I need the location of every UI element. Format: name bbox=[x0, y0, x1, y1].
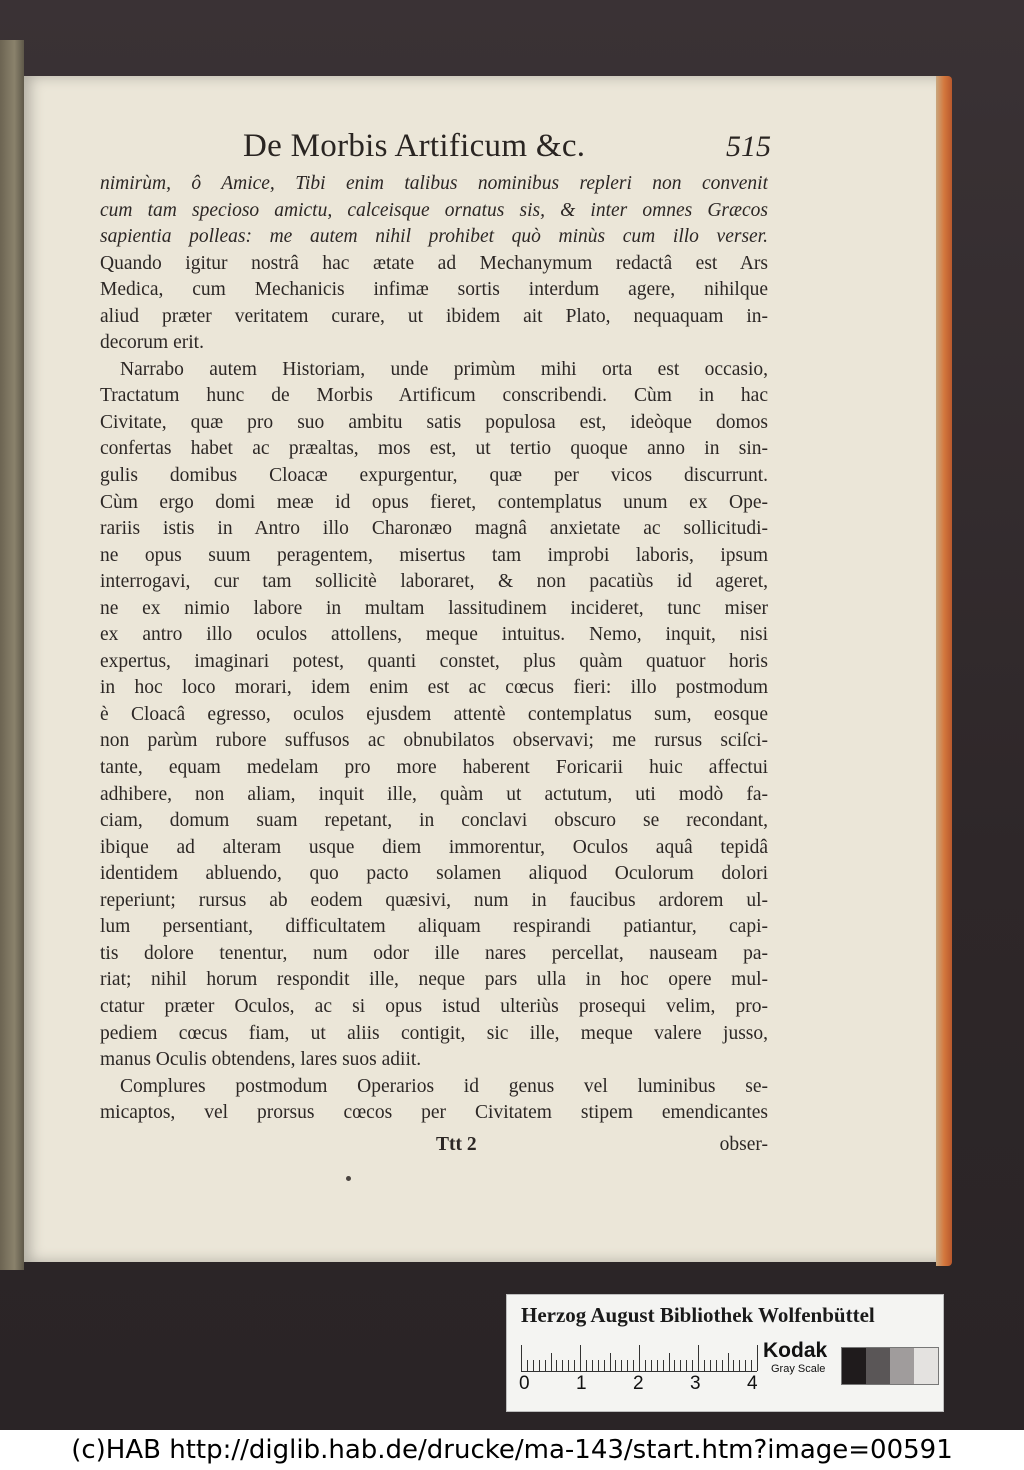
gray-patch bbox=[890, 1348, 914, 1384]
text-line: rariis istis in Antro illo Charonæo magnâ anxietate ac sollicitudi- bbox=[100, 518, 768, 540]
ruler-tick bbox=[586, 1360, 587, 1371]
ruler-tick bbox=[757, 1345, 758, 1371]
ruler-tick bbox=[580, 1345, 581, 1371]
text-line: decorum erit. bbox=[100, 332, 204, 354]
ruler-tick bbox=[686, 1360, 687, 1371]
gray-patch bbox=[866, 1348, 890, 1384]
ruler-number: 1 bbox=[576, 1373, 587, 1394]
ruler-number: 2 bbox=[633, 1373, 644, 1394]
ruler-tick bbox=[728, 1353, 729, 1371]
text-line: nimirùm, ô Amice, Tibi enim talibus nominibus repleri non convenit bbox=[100, 173, 768, 194]
text-line: tante, equam medelam pro more haberent Foricarii huic affectui bbox=[100, 757, 768, 779]
ruler-tick bbox=[610, 1353, 611, 1371]
ruler-tick bbox=[639, 1345, 640, 1371]
text-line: ne opus suum peragentem, misertus tam improbi laboris, ipsum bbox=[100, 544, 768, 566]
text-line: manus Oculis obtendens, lares suos adiit. bbox=[100, 1049, 422, 1071]
text-line: Complures postmodum Operarios id genus vel luminibus se- bbox=[120, 1075, 768, 1097]
text-line: ciam, domum suam repetant, in conclavi obscuro se recondant, bbox=[100, 810, 768, 832]
ruler-tick bbox=[745, 1360, 746, 1371]
text-line: adhibere, non aliam, inquit ille, quàm ut actutum, uti modò fa- bbox=[100, 783, 768, 805]
ruler-tick bbox=[521, 1345, 522, 1371]
source-citation: (c)HAB http://diglib.hab.de/drucke/ma-143/start.htm?image=00591 bbox=[0, 1430, 1024, 1470]
ruler-tick bbox=[627, 1360, 628, 1371]
color-calibration-card bbox=[506, 1294, 944, 1412]
gray-patch bbox=[914, 1348, 938, 1384]
ruler-tick bbox=[615, 1360, 616, 1371]
gray-scale-patches bbox=[841, 1347, 939, 1385]
ruler-tick bbox=[722, 1360, 723, 1371]
text-line: sapientia polleas: me autem nihil prohibet quò minùs cum illo verser. bbox=[100, 226, 768, 248]
page-number: 515 bbox=[726, 130, 771, 163]
ruler-tick bbox=[592, 1360, 593, 1371]
page-fore-edge bbox=[936, 76, 952, 1266]
text-line: non parùm rubore suffusos ac obnubilatos observavi; me rursus sciſci- bbox=[100, 730, 768, 752]
text-line: expertus, imaginari potest, quanti constet, plus quàm quatuor horis bbox=[100, 650, 768, 672]
ruler-tick bbox=[574, 1360, 575, 1371]
ruler-tick bbox=[568, 1360, 569, 1371]
ruler-tick bbox=[645, 1360, 646, 1371]
text-line: micaptos, vel prorsus cœcos per Civitatem stipem emendicantes bbox=[100, 1102, 768, 1124]
page-footer bbox=[100, 1134, 768, 1162]
ruler-number: 0 bbox=[519, 1373, 530, 1394]
text-line: Cùm ergo domi meæ id opus fieret, contemplatus unum ex Ope- bbox=[100, 491, 768, 513]
ruler-tick bbox=[598, 1360, 599, 1371]
catchword: obser- bbox=[719, 1134, 768, 1155]
ruler-tick bbox=[545, 1360, 546, 1371]
previous-page-edges bbox=[0, 40, 24, 1270]
ruler-numbers bbox=[511, 1373, 761, 1395]
ruler-tick bbox=[533, 1360, 534, 1371]
library-name: Herzog August Bibliothek Wolfenbüttel bbox=[521, 1303, 875, 1327]
text-line: aliud præter veritatem curare, ut ibidem ait Plato, nequaquam in- bbox=[100, 305, 768, 327]
ruler-tick bbox=[556, 1360, 557, 1371]
running-head: De Morbis Artificum &c. bbox=[243, 128, 586, 164]
ruler-tick bbox=[733, 1360, 734, 1371]
text-line: reperiunt; rursus ab eodem quæsivi, num in faucibus ardorem ul- bbox=[100, 889, 768, 911]
gray-patch bbox=[842, 1348, 866, 1384]
text-line: confertas habet ac præaltas, mos est, ut tertio quoque anno in sin- bbox=[100, 438, 768, 460]
ruler-tick bbox=[751, 1360, 752, 1371]
text-line: è Cloacâ egresso, oculos ejusdem attentè contemplatus sum, eosque bbox=[100, 703, 768, 725]
ruler-tick bbox=[551, 1353, 552, 1371]
ruler-tick bbox=[739, 1360, 740, 1371]
text-line: lum persentiant, difficultatem aliquam respirandi patiantur, capi- bbox=[100, 916, 768, 938]
ruler-tick bbox=[539, 1360, 540, 1371]
ruler-tick bbox=[663, 1360, 664, 1371]
text-line: ne ex nimio labore in multam lassitudinem incideret, tunc miser bbox=[100, 597, 768, 619]
scale-ruler bbox=[521, 1343, 757, 1372]
text-line: Tractatum hunc de Morbis Artificum conscribendi. Cùm in hac bbox=[100, 385, 768, 407]
text-line: Civitate, quæ pro suo ambitu satis populosa est, ideòque domos bbox=[100, 411, 768, 433]
kodak-logo: Kodak bbox=[763, 1339, 828, 1362]
ruler-tick bbox=[621, 1360, 622, 1371]
ruler-tick bbox=[716, 1360, 717, 1371]
text-line: ex antro illo oculos attollens, meque intuitus. Nemo, inquit, nisi bbox=[100, 624, 768, 646]
ruler-tick bbox=[674, 1360, 675, 1371]
text-line: riat; nihil horum respondit ille, neque pars ulla in hoc opere mul- bbox=[100, 969, 768, 991]
text-line: ibique ad alteram usque diem immorentur, Oculos aquâ tepidâ bbox=[100, 836, 768, 858]
ruler-tick bbox=[562, 1360, 563, 1371]
ruler-tick bbox=[669, 1353, 670, 1371]
ruler-tick bbox=[527, 1360, 528, 1371]
gray-scale-label: Gray Scale bbox=[771, 1363, 826, 1375]
ruler-tick bbox=[633, 1360, 634, 1371]
text-line: Narrabo autem Historiam, unde primùm mihi orta est occasio, bbox=[120, 358, 768, 380]
text-line: identidem abluendo, quo pacto solamen aliquod Oculorum dolori bbox=[100, 863, 768, 885]
body-text bbox=[100, 171, 768, 1127]
ruler-tick bbox=[692, 1360, 693, 1371]
ruler-number: 4 bbox=[747, 1373, 758, 1394]
text-line: tis dolore tenentur, num odor ille nares percellat, nauseam pa- bbox=[100, 942, 768, 964]
ruler-tick bbox=[710, 1360, 711, 1371]
text-line: ctatur præter Oculos, ac si opus istud ulteriùs prosequi velim, pro- bbox=[100, 995, 768, 1017]
ruler-tick bbox=[680, 1360, 681, 1371]
ruler-tick bbox=[657, 1360, 658, 1371]
text-line: cum tam specioso amictu, calceisque ornatus sis, & inter omnes Græcos bbox=[100, 199, 768, 221]
ruler-tick bbox=[704, 1360, 705, 1371]
signature-mark: Ttt 2 bbox=[436, 1134, 477, 1155]
text-line: gulis domibus Cloacæ expurgentur, quæ per vicos discurrunt. bbox=[100, 465, 768, 487]
text-line: interrogavi, cur tam sollicitè laboraret, & non pacatiùs id ageret, bbox=[100, 571, 768, 593]
text-line: Medica, cum Mechanicis infimæ sortis interdum agere, nihilque bbox=[100, 279, 768, 301]
text-line: Quando igitur nostrâ hac ætate ad Mechanymum redactâ est Ars bbox=[100, 252, 768, 274]
ruler-number: 3 bbox=[690, 1373, 701, 1394]
ruler-tick bbox=[651, 1360, 652, 1371]
ink-speck bbox=[346, 1176, 351, 1181]
text-line: in hoc loco morari, idem enim est ac cœcus fieri: illo postmodum bbox=[100, 677, 768, 699]
text-line: pediem cœcus fiam, ut aliis contigit, sic ille, meque valere jusso, bbox=[100, 1022, 768, 1044]
ruler-tick bbox=[698, 1345, 699, 1371]
ruler-tick bbox=[604, 1360, 605, 1371]
